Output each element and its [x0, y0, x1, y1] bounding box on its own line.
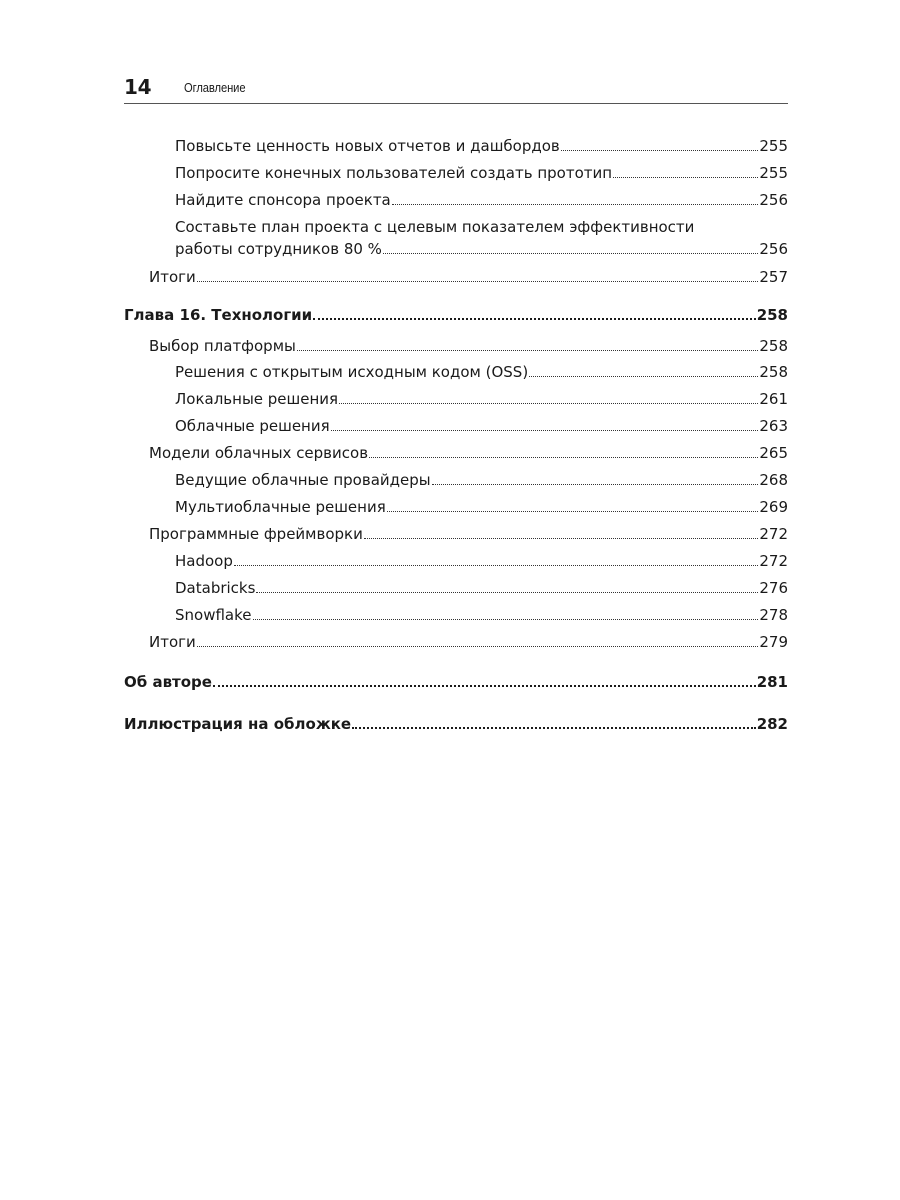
toc-entry-title: Программные фреймворки	[149, 525, 363, 543]
toc-entry-end-user-prototype[interactable]	[175, 162, 788, 184]
dot-leader	[561, 150, 759, 151]
toc-entry-page: 256	[759, 240, 788, 258]
toc-entry-find-sponsor[interactable]	[175, 189, 788, 211]
toc-entry-title-line1: Составьте план проекта с целевым показателем эффективности	[175, 218, 695, 236]
dot-leader	[234, 565, 758, 566]
page-number: 14	[124, 75, 152, 99]
dot-leader	[213, 685, 756, 687]
dot-leader	[331, 430, 759, 431]
toc-entry-on-premise[interactable]	[175, 388, 788, 410]
toc-entry-title: Попросите конечных пользователей создать прототип	[175, 164, 613, 182]
toc-entry-page: 272	[759, 552, 788, 570]
toc-entry-page: 272	[759, 525, 788, 543]
dot-leader	[369, 457, 758, 458]
toc-entry-page: 268	[759, 471, 788, 489]
toc-entry-page: 256	[759, 191, 788, 209]
toc-entry-increase-report-value[interactable]	[175, 135, 788, 157]
dot-leader	[313, 318, 755, 320]
toc-entry-page: 257	[759, 268, 788, 286]
toc-entry-summary-15[interactable]	[149, 266, 788, 288]
dot-leader	[383, 253, 758, 254]
dot-leader	[197, 646, 759, 647]
dot-leader	[256, 592, 758, 593]
dot-leader	[364, 538, 759, 539]
toc-entry-title: Найдите спонсора проекта	[175, 191, 391, 209]
toc-chapter-title: Иллюстрация на обложке	[124, 715, 352, 733]
toc-entry-platform-choice[interactable]	[149, 335, 788, 357]
toc-entry-title: Локальные решения	[175, 390, 339, 408]
toc-entry-databricks[interactable]	[175, 577, 788, 599]
toc-about-author[interactable]	[124, 671, 788, 693]
toc-entry-snowflake[interactable]	[175, 604, 788, 626]
toc-entry-software-frameworks[interactable]	[149, 523, 788, 545]
toc-entry-title: Решения с открытым исходным кодом (OSS)	[175, 363, 529, 381]
toc-entry-page: 258	[759, 363, 788, 381]
toc-entry-title-line2: работы сотрудников 80 %	[175, 240, 382, 258]
toc-entry-title: Мультиоблачные решения	[175, 498, 386, 516]
toc-entry-title: Hadoop	[175, 552, 233, 570]
toc-entry-multicloud[interactable]	[175, 496, 788, 518]
toc-entry-title: Повысьте ценность новых отчетов и дашбордов	[175, 137, 560, 155]
toc-chapter-title: Глава 16. Технологии	[124, 306, 313, 324]
toc-chapter-16[interactable]	[124, 304, 788, 326]
toc-entry-page: 263	[759, 417, 788, 435]
toc-entry-project-plan[interactable]	[175, 216, 788, 260]
toc-entry-page: 269	[759, 498, 788, 516]
toc-entry-page: 255	[759, 137, 788, 155]
toc-entry-page: 258	[756, 306, 788, 324]
toc-entry-page: 281	[756, 673, 788, 691]
toc-entry-page: 255	[759, 164, 788, 182]
toc-entry-title: Облачные решения	[175, 417, 330, 435]
toc-entry-leading-providers[interactable]	[175, 469, 788, 491]
toc-entry-title: Итоги	[149, 633, 196, 651]
dot-leader	[613, 177, 758, 178]
dot-leader	[253, 619, 759, 620]
toc-entry-title: Выбор платформы	[149, 337, 296, 355]
toc-entry-cloud-service-models[interactable]	[149, 442, 788, 464]
toc-entry-title: Snowflake	[175, 606, 252, 624]
toc-entry-page: 279	[759, 633, 788, 651]
toc-entry-title: Модели облачных сервисов	[149, 444, 369, 462]
toc-entry-summary-16[interactable]	[149, 631, 788, 653]
dot-leader	[297, 350, 759, 351]
toc-entry-page: 276	[759, 579, 788, 597]
dot-leader	[339, 403, 758, 404]
dot-leader	[387, 511, 759, 512]
toc-entry-page: 265	[759, 444, 788, 462]
toc-entry-title: Итоги	[149, 268, 196, 286]
toc-entry-title: Databricks	[175, 579, 256, 597]
toc-entry-page: 261	[759, 390, 788, 408]
toc-entry-cloud-solutions[interactable]	[175, 415, 788, 437]
toc-cover-illustration[interactable]	[124, 713, 788, 735]
dot-leader	[432, 484, 759, 485]
dot-leader	[197, 281, 759, 282]
dot-leader	[529, 376, 758, 377]
running-title: Оглавление	[184, 80, 246, 95]
toc-entry-oss[interactable]	[175, 361, 788, 383]
toc-entry-page: 282	[756, 715, 788, 733]
toc-entry-page: 278	[759, 606, 788, 624]
toc-entry-title: Ведущие облачные провайдеры	[175, 471, 431, 489]
toc-entry-page: 258	[759, 337, 788, 355]
dot-leader	[352, 727, 756, 729]
toc-chapter-title: Об авторе	[124, 673, 212, 691]
dot-leader	[392, 204, 759, 205]
toc-entry-hadoop[interactable]	[175, 550, 788, 572]
